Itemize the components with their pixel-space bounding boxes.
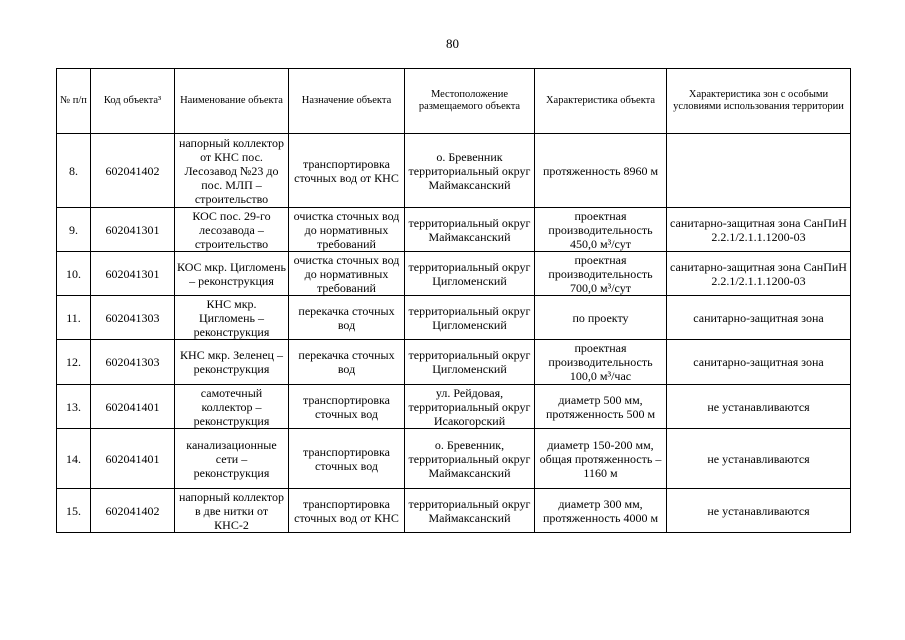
row-purpose: очистка сточных вод до нормативных требований	[289, 208, 405, 252]
row-num: 12.	[57, 340, 91, 385]
row-zone: не устанавливаются	[667, 429, 851, 489]
row-name: КОС мкр. Цигломень – реконструкция	[175, 252, 289, 296]
row-location: территориальный округ Цигломенский	[405, 296, 535, 340]
table-row	[57, 385, 851, 429]
table-row	[57, 429, 851, 489]
header-characteristic: Характеристика объекта	[535, 69, 667, 134]
header-num: № п/п	[57, 69, 91, 134]
row-purpose: транспортировка сточных вод	[289, 429, 405, 489]
table-row	[57, 252, 851, 296]
row-name: КНС мкр. Зеленец – реконструкция	[175, 340, 289, 385]
row-location: территориальный округ Маймаксанский	[405, 489, 535, 533]
row-purpose: очистка сточных вод до нормативных требований	[289, 252, 405, 296]
row-characteristic: диаметр 500 мм, протяженность 500 м	[535, 385, 667, 429]
row-code: 602041301	[91, 252, 175, 296]
row-num: 13.	[57, 385, 91, 429]
row-code: 602041303	[91, 340, 175, 385]
row-zone: санитарно-защитная зона СанПиН 2.2.1/2.1.1.1200-03	[667, 252, 851, 296]
row-code: 602041402	[91, 489, 175, 533]
row-num: 14.	[57, 429, 91, 489]
row-code: 602041303	[91, 296, 175, 340]
row-num: 9.	[57, 208, 91, 252]
row-name: напорный коллектор в две нитки от КНС-2	[175, 489, 289, 533]
row-purpose: транспортировка сточных вод от КНС	[289, 134, 405, 208]
row-num: 11.	[57, 296, 91, 340]
row-purpose: транспортировка сточных вод	[289, 385, 405, 429]
row-name: КОС пос. 29-го лесозавода – строительство	[175, 208, 289, 252]
row-purpose: перекачка сточных вод	[289, 340, 405, 385]
row-code: 602041301	[91, 208, 175, 252]
row-purpose: перекачка сточных вод	[289, 296, 405, 340]
row-zone: санитарно-защитная зона СанПиН 2.2.1/2.1.1.1200-03	[667, 208, 851, 252]
row-num: 15.	[57, 489, 91, 533]
row-code: 602041401	[91, 385, 175, 429]
row-name: канализационные сети – реконструкция	[175, 429, 289, 489]
row-zone: санитарно-защитная зона	[667, 340, 851, 385]
row-characteristic: проектная производительность 100,0 м³/час	[535, 340, 667, 385]
objects-table	[56, 68, 851, 533]
row-name: КНС мкр. Цигломень – реконструкция	[175, 296, 289, 340]
row-location: территориальный округ Цигломенский	[405, 252, 535, 296]
row-characteristic: по проекту	[535, 296, 667, 340]
row-location: о. Бревенник, территориальный округ Маймаксанский	[405, 429, 535, 489]
row-characteristic: проектная производительность 700,0 м³/сут	[535, 252, 667, 296]
row-code: 602041401	[91, 429, 175, 489]
row-location: ул. Рейдовая, территориальный округ Исакогорский	[405, 385, 535, 429]
row-purpose: транспортировка сточных вод от КНС	[289, 489, 405, 533]
row-code: 602041402	[91, 134, 175, 208]
row-characteristic: диаметр 150-200 мм, общая протяженность – 1160 м	[535, 429, 667, 489]
row-zone: не устанавливаются	[667, 489, 851, 533]
table-row	[57, 296, 851, 340]
table-header-row	[57, 69, 851, 134]
row-name: напорный коллектор от КНС пос. Лесозавод №23 до пос. МЛП – строительство	[175, 134, 289, 208]
row-zone: санитарно-защитная зона	[667, 296, 851, 340]
table-row	[57, 340, 851, 385]
table-row	[57, 208, 851, 252]
page-number: 80	[446, 36, 459, 51]
row-characteristic: протяженность 8960 м	[535, 134, 667, 208]
row-characteristic: диаметр 300 мм, протяженность 4000 м	[535, 489, 667, 533]
header-location: Местоположение размещаемого объекта	[405, 69, 535, 134]
header-code: Код объекта³	[91, 69, 175, 134]
row-zone	[667, 134, 851, 208]
row-location: о. Бревенник территориальный округ Маймаксанский	[405, 134, 535, 208]
table-row	[57, 489, 851, 533]
row-name: самотечный коллектор – реконструкция	[175, 385, 289, 429]
row-characteristic: проектная производительность 450,0 м³/сут	[535, 208, 667, 252]
row-location: территориальный округ Цигломенский	[405, 340, 535, 385]
row-location: территориальный округ Маймаксанский	[405, 208, 535, 252]
header-purpose: Назначение объекта	[289, 69, 405, 134]
header-name: Наименование объекта	[175, 69, 289, 134]
row-num: 8.	[57, 134, 91, 208]
header-zone: Характеристика зон с особыми условиями использования территории	[667, 69, 851, 134]
table-row	[57, 134, 851, 208]
row-zone: не устанавливаются	[667, 385, 851, 429]
row-num: 10.	[57, 252, 91, 296]
